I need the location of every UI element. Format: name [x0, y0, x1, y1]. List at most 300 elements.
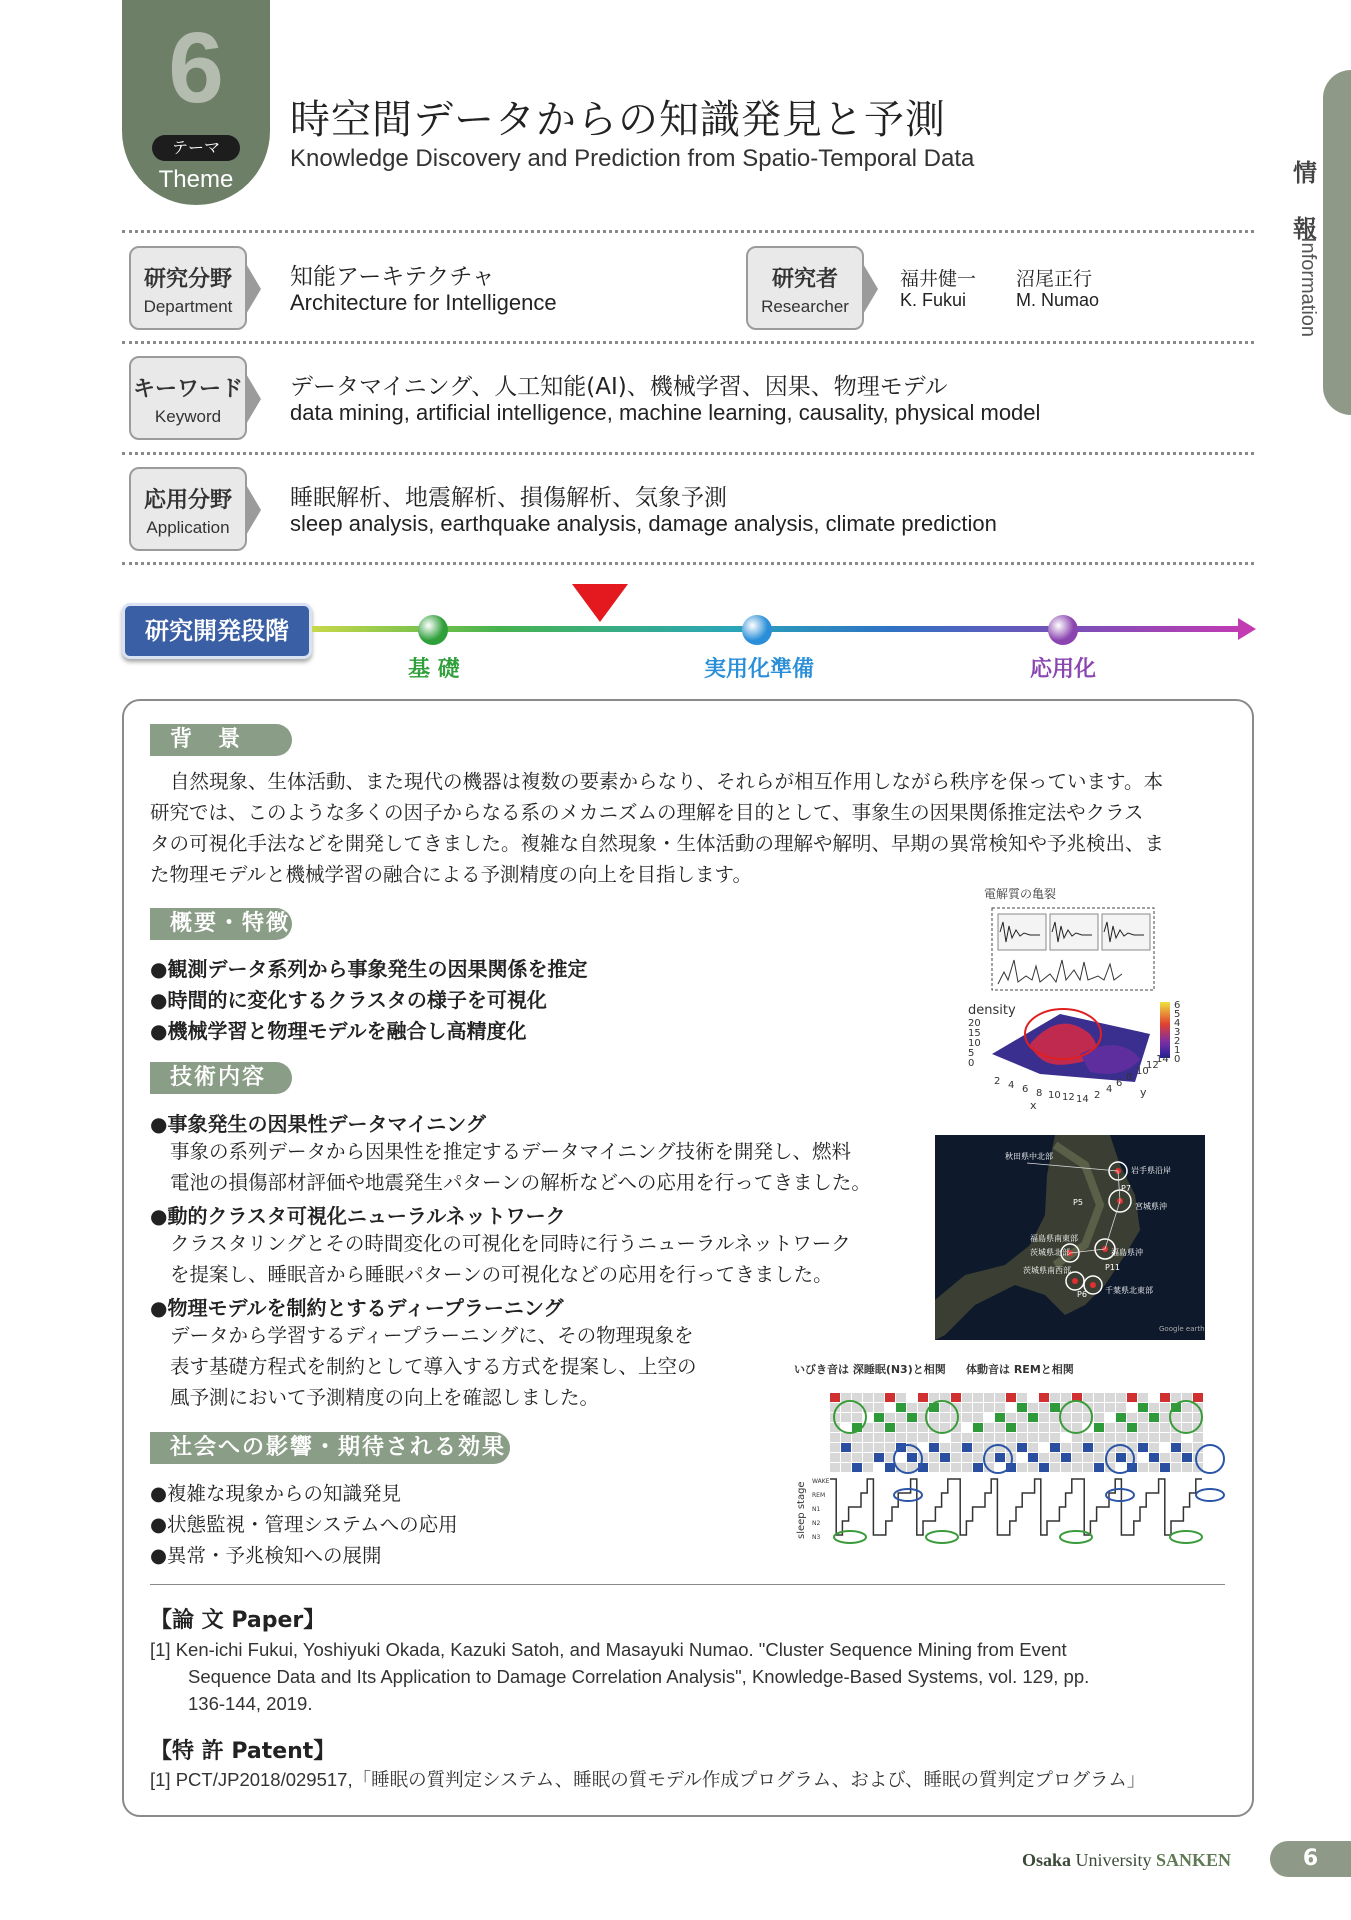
map-label: 茨城県北部 [1030, 1248, 1070, 1257]
keyword-label-en: Keyword [154, 407, 222, 426]
page-subtitle: Knowledge Discovery and Prediction from Spatio-Temporal Data [290, 145, 975, 172]
fig1-ztick: 15 [968, 1028, 981, 1039]
svg-text:6: 6 [1174, 1000, 1181, 1011]
grid-cell [1171, 1413, 1181, 1422]
map-label: P6 [1077, 1290, 1087, 1299]
grid-cell [1050, 1463, 1060, 1472]
grid-cell [973, 1463, 983, 1472]
department-label-jp: 研究分野 [143, 267, 232, 292]
application-label-jp: 応用分野 [143, 488, 232, 513]
grid-cell [1182, 1423, 1192, 1432]
grid-cell [1127, 1433, 1137, 1442]
grid-cell [1094, 1423, 1104, 1432]
grid-cell [885, 1423, 895, 1432]
grid-cell [918, 1433, 928, 1442]
grid-cell [1116, 1413, 1126, 1422]
grid-cell [1050, 1403, 1060, 1412]
technology-item-title: ●事象発生の因果性データマイニング [150, 1112, 486, 1136]
svg-text:N2: N2 [812, 1520, 821, 1527]
grid-cell [973, 1393, 983, 1402]
keyword-label-jp: キーワード [132, 377, 243, 402]
technology-item-text: クラスタリングとその時間変化の可視化を同時に行うニューラルネットワーク を提案し、睡眠音から睡眠パターンの可視化などの応用を行ってきました。 [170, 1232, 851, 1286]
grid-cell [1028, 1403, 1038, 1412]
density-figure [960, 884, 1205, 1112]
fig1-ylabel: y [1140, 1086, 1147, 1099]
grid-cell [1072, 1443, 1082, 1452]
svg-text:N3: N3 [812, 1534, 821, 1541]
theme-label-en: Theme [158, 166, 234, 193]
background-text [150, 766, 1225, 890]
overview-heading: 概要・特徴 [150, 908, 292, 940]
grid-cell [1171, 1443, 1181, 1452]
svg-text:2: 2 [1174, 1036, 1181, 1047]
grid-cell [907, 1433, 917, 1442]
grid-cell [962, 1453, 972, 1462]
grid-cell [863, 1413, 873, 1422]
grid-cell [1083, 1393, 1093, 1402]
grid-cell [907, 1423, 917, 1432]
grid-cell [852, 1433, 862, 1442]
svg-text:8: 8 [1126, 1072, 1133, 1083]
svg-text:10: 10 [1136, 1066, 1149, 1077]
grid-cell [852, 1453, 862, 1462]
grid-cell [995, 1423, 1005, 1432]
grid-cell [1138, 1413, 1148, 1422]
grid-cell [1083, 1463, 1093, 1472]
grid-cell [896, 1413, 906, 1422]
application-label [129, 467, 247, 551]
fig1-xlabel: x [1030, 1099, 1037, 1112]
grid-cell [830, 1433, 840, 1442]
grid-cell [1105, 1393, 1115, 1402]
page-number: 6 [1270, 1841, 1351, 1877]
grid-cell [1149, 1453, 1159, 1462]
grid-cell [1028, 1423, 1038, 1432]
grid-cell [1127, 1393, 1137, 1402]
svg-text:14: 14 [1156, 1054, 1169, 1065]
grid-cell [1149, 1403, 1159, 1412]
grid-cell [1105, 1413, 1115, 1422]
grid-cell [1006, 1393, 1016, 1402]
grid-cell [1116, 1403, 1126, 1412]
fig1-spectrum [998, 960, 1122, 984]
grid-cell [885, 1413, 895, 1422]
grid-cell [874, 1423, 884, 1432]
page-title: 時空間データからの知識発見と予測 [290, 97, 946, 143]
researcher-name-jp: 沼尾正行 [1016, 268, 1093, 290]
grid-cell [1039, 1423, 1049, 1432]
svg-text:12: 12 [1062, 1092, 1075, 1103]
grid-cell [1127, 1453, 1137, 1462]
grid-cell [896, 1423, 906, 1432]
svg-text:4: 4 [1174, 1018, 1181, 1029]
divider [122, 452, 1254, 455]
grid-cell [1094, 1453, 1104, 1462]
grid-cell [1182, 1433, 1192, 1442]
grid-cell [1116, 1433, 1126, 1442]
grid-cell [929, 1463, 939, 1472]
grid-cell [995, 1393, 1005, 1402]
grid-cell [1160, 1393, 1170, 1402]
grid-cell [951, 1393, 961, 1402]
grid-cell [984, 1423, 994, 1432]
grid-cell [1160, 1403, 1170, 1412]
grid-cell [1138, 1423, 1148, 1432]
svg-text:6: 6 [1116, 1078, 1123, 1089]
grid-cell [1094, 1393, 1104, 1402]
grid-cell [951, 1433, 961, 1442]
researcher-name-jp: 福井健一 [900, 268, 977, 290]
grid-cell [1050, 1443, 1060, 1452]
grid-cell [830, 1443, 840, 1452]
grid-cell [830, 1453, 840, 1462]
grid-cell [1116, 1393, 1126, 1402]
stage-label: 研究開発段階 [122, 603, 312, 659]
grid-cell [1149, 1423, 1159, 1432]
grid-cell [863, 1443, 873, 1452]
grid-cell [1050, 1393, 1060, 1402]
grid-cell [841, 1403, 851, 1412]
svg-text:REM: REM [812, 1492, 826, 1499]
grid-cell [940, 1413, 950, 1422]
grid-cell [929, 1453, 939, 1462]
sleep-stage-figure [790, 1361, 1230, 1561]
svg-text:5: 5 [1174, 1009, 1181, 1020]
grid-cell [1039, 1413, 1049, 1422]
divider [122, 230, 1254, 233]
grid-cell [1149, 1443, 1159, 1452]
grid-cell [896, 1433, 906, 1442]
grid-cell [918, 1423, 928, 1432]
grid-cell [1138, 1433, 1148, 1442]
grid-cell [1050, 1413, 1060, 1422]
grid-cell [951, 1443, 961, 1452]
fig1-xticks [994, 1076, 1089, 1105]
grid-cell [929, 1443, 939, 1452]
grid-cell [1171, 1453, 1181, 1462]
grid-cell [863, 1453, 873, 1462]
grid-cell [951, 1453, 961, 1462]
grid-cell [1061, 1463, 1071, 1472]
fig1-signal [1102, 914, 1150, 950]
grid-cell [1094, 1413, 1104, 1422]
grid-cell [1094, 1443, 1104, 1452]
grid-cell [995, 1453, 1005, 1462]
svg-text:12: 12 [1146, 1060, 1159, 1071]
paper-heading: 【論 文 Paper】 [150, 1608, 326, 1633]
fig1-signal [998, 914, 1046, 950]
map-label: P7 [1121, 1184, 1131, 1193]
svg-text:10: 10 [1048, 1090, 1061, 1101]
side-tab-en: Information [1297, 237, 1319, 338]
grid-cell [1094, 1433, 1104, 1442]
divider [122, 562, 1254, 565]
grid-cell [1149, 1413, 1159, 1422]
grid-cell [962, 1433, 972, 1442]
grid-cell [973, 1413, 983, 1422]
grid-cell [1094, 1463, 1104, 1472]
grid-cell [1138, 1443, 1148, 1452]
map-label: 千葉県北東部 [1105, 1286, 1153, 1295]
fig3-label-left: いびき音は 深睡眠(N3)と相関 [794, 1363, 946, 1376]
map-label: 茨城県南西部 [1023, 1266, 1071, 1275]
grid-cell [962, 1443, 972, 1452]
grid-cell [940, 1403, 950, 1412]
grid-cell [1160, 1413, 1170, 1422]
grid-cell [852, 1413, 862, 1422]
grid-cell [1017, 1403, 1027, 1412]
grid-cell [962, 1403, 972, 1412]
grid-cell [1182, 1453, 1192, 1462]
stage-arrow-icon [1238, 618, 1256, 640]
grid-cell [874, 1393, 884, 1402]
svg-text:4: 4 [1106, 1084, 1113, 1095]
grid-cell [1160, 1463, 1170, 1472]
fig1-ztick: 0 [968, 1058, 975, 1069]
fig3-ylabel: sleep stage [796, 1481, 807, 1539]
grid-cell [1116, 1453, 1126, 1462]
grid-cell [863, 1393, 873, 1402]
grid-cell [973, 1423, 983, 1432]
grid-cell [1050, 1423, 1060, 1432]
application-label-en: Application [146, 518, 230, 537]
map-label: 宮城県沖 [1135, 1202, 1167, 1211]
grid-cell [1072, 1403, 1082, 1412]
researcher-label [746, 246, 864, 330]
grid-cell [863, 1433, 873, 1442]
grid-cell [874, 1453, 884, 1462]
grid-cell [907, 1393, 917, 1402]
impact-item: ●状態監視・管理システムへの応用 [150, 1513, 458, 1536]
grid-cell [1039, 1443, 1049, 1452]
grid-cell [1182, 1413, 1192, 1422]
grid-cell [1039, 1403, 1049, 1412]
grid-cell [1116, 1423, 1126, 1432]
grid-cell [830, 1463, 840, 1472]
svg-text:1: 1 [1174, 1045, 1181, 1056]
researcher-label-en: Researcher [761, 297, 849, 316]
grid-cell [1039, 1433, 1049, 1442]
grid-cell [951, 1463, 961, 1472]
grid-cell [874, 1403, 884, 1412]
grid-cell [1138, 1453, 1148, 1462]
grid-cell [907, 1453, 917, 1462]
stage-dot-practical [742, 615, 772, 645]
grid-cell [1138, 1463, 1148, 1472]
background-heading: 背 景 [150, 724, 292, 756]
grid-cell [995, 1403, 1005, 1412]
fig3-stage-labels [812, 1478, 830, 1541]
grid-cell [1083, 1453, 1093, 1462]
grid-cell [984, 1403, 994, 1412]
grid-cell [995, 1413, 1005, 1422]
background-line: タの可視化手法などを開発してきました。複雑な自然現象・生体活動の理解や解明、早期の異常検知や予兆検出、ま [150, 832, 1165, 855]
stage-dot-basic [418, 615, 448, 645]
grid-cell [1039, 1393, 1049, 1402]
grid-cell [874, 1443, 884, 1452]
grid-cell [940, 1433, 950, 1442]
grid-cell [885, 1463, 895, 1472]
stage-bar [312, 626, 1242, 632]
grid-cell [1017, 1433, 1027, 1442]
grid-cell [962, 1463, 972, 1472]
grid-cell [1072, 1433, 1082, 1442]
patent-reference: [1] PCT/JP2018/029517,「睡眠の質判定システム、睡眠の質モデル作成プログラム、および、睡眠の質判定プログラム」 [150, 1769, 1146, 1790]
grid-cell [1105, 1403, 1115, 1412]
overview-item: ●時間的に変化するクラスタの様子を可視化 [150, 988, 547, 1012]
grid-cell [1105, 1423, 1115, 1432]
side-tab [1323, 70, 1351, 415]
earthquake-map [935, 1135, 1205, 1340]
impact-item: ●異常・予兆検知への展開 [150, 1544, 382, 1567]
grid-cell [1138, 1403, 1148, 1412]
footer-institution: Osaka University SANKEN [1022, 1850, 1232, 1870]
map-label: P11 [1105, 1263, 1121, 1272]
svg-text:2: 2 [994, 1076, 1001, 1087]
map-label: 岩手県沿岸 [1131, 1166, 1171, 1175]
grid-cell [1160, 1443, 1170, 1452]
grid-cell [1050, 1433, 1060, 1442]
grid-cell [929, 1413, 939, 1422]
technology-item-title: ●動的クラスタ可視化ニューラルネットワーク [150, 1204, 566, 1228]
technology-item-text: 事象の系列データから因果性を推定するデータマイニング技術を開発し、燃料 電池の損傷部材評価や地震発生パターンの解析などへの応用を行ってきました。 [170, 1140, 871, 1194]
svg-text:0: 0 [1174, 1054, 1181, 1065]
grid-cell [1028, 1453, 1038, 1462]
grid-cell [1171, 1433, 1181, 1442]
grid-cell [885, 1403, 895, 1412]
stage-dot-applied [1048, 615, 1078, 645]
grid-cell [1171, 1393, 1181, 1402]
svg-text:2: 2 [1094, 1090, 1101, 1101]
keyword-label [129, 356, 247, 440]
map-watermark: Google earth [1159, 1325, 1205, 1333]
grid-cell [1028, 1443, 1038, 1452]
divider [122, 341, 1254, 344]
grid-cell [896, 1453, 906, 1462]
grid-cell [1028, 1433, 1038, 1442]
grid-cell [907, 1413, 917, 1422]
grid-cell [841, 1433, 851, 1442]
grid-cell [1061, 1393, 1071, 1402]
svg-text:WAKE: WAKE [812, 1478, 830, 1485]
grid-cell [1017, 1453, 1027, 1462]
stage-step-basic: 基 礎 [408, 657, 460, 682]
grid-cell [874, 1413, 884, 1422]
map-label: 福島県南東部 [1030, 1234, 1078, 1243]
theme-number: 6 [168, 12, 224, 124]
grid-cell [1050, 1453, 1060, 1462]
grid-cell [1072, 1463, 1082, 1472]
grid-cell [1138, 1393, 1148, 1402]
department-value-jp: 知能アーキテクチャ [290, 264, 495, 290]
researcher-name-en: M. Numao [1016, 290, 1100, 310]
grid-cell [962, 1413, 972, 1422]
grid-cell [1006, 1423, 1016, 1432]
fig3-grid [830, 1393, 1203, 1472]
grid-cell [896, 1403, 906, 1412]
theme-badge [122, 0, 270, 205]
grid-cell [995, 1433, 1005, 1442]
fig1-zticks [968, 1018, 981, 1069]
fig1-ztick: 5 [968, 1048, 975, 1059]
svg-text:N1: N1 [812, 1506, 821, 1513]
side-tab-char: 情 [1293, 159, 1317, 187]
grid-cell [1182, 1403, 1192, 1412]
grid-cell [1160, 1433, 1170, 1442]
fig1-colorbar-ticks [1174, 1000, 1180, 1065]
grid-cell [973, 1453, 983, 1462]
grid-cell [1083, 1433, 1093, 1442]
patent-heading: 【特 許 Patent】 [150, 1739, 336, 1764]
grid-cell [1039, 1463, 1049, 1472]
svg-text:3: 3 [1174, 1027, 1181, 1038]
background-line: た物理モデルと機械学習の融合による予測精度の向上を目指します。 [150, 863, 752, 886]
grid-cell [885, 1443, 895, 1452]
grid-cell [973, 1433, 983, 1442]
svg-text:4: 4 [1008, 1080, 1015, 1091]
grid-cell [1116, 1463, 1126, 1472]
grid-cell [1017, 1413, 1027, 1422]
grid-cell [973, 1443, 983, 1452]
grid-cell [1149, 1463, 1159, 1472]
map-label: 秋田県中北部 [1005, 1152, 1053, 1161]
grid-cell [1149, 1393, 1159, 1402]
grid-cell [1160, 1453, 1170, 1462]
researcher-label-jp: 研究者 [771, 267, 838, 292]
grid-cell [940, 1463, 950, 1472]
fig1-signal [1050, 914, 1098, 950]
grid-cell [1061, 1453, 1071, 1462]
grid-cell [1006, 1433, 1016, 1442]
technology-heading: 技術内容 [150, 1062, 292, 1094]
application-value-en: sleep analysis, earthquake analysis, damage analysis, climate prediction [290, 511, 997, 536]
grid-cell [1061, 1443, 1071, 1452]
grid-cell [995, 1463, 1005, 1472]
grid-cell [1006, 1413, 1016, 1422]
grid-cell [1127, 1413, 1137, 1422]
grid-cell [841, 1453, 851, 1462]
grid-cell [1127, 1403, 1137, 1412]
grid-cell [863, 1463, 873, 1472]
grid-cell [1072, 1423, 1082, 1432]
grid-cell [852, 1463, 862, 1472]
grid-cell [841, 1413, 851, 1422]
grid-cell [1017, 1463, 1027, 1472]
grid-cell [841, 1463, 851, 1472]
fig1-ztick: 10 [968, 1038, 981, 1049]
grid-cell [885, 1393, 895, 1402]
grid-cell [962, 1393, 972, 1402]
grid-cell [1182, 1443, 1192, 1452]
grid-cell [1182, 1463, 1192, 1472]
impact-heading: 社会への影響・期待される効果 [150, 1432, 510, 1464]
fig3-hypnogram [830, 1479, 1202, 1535]
grid-cell [874, 1433, 884, 1442]
grid-cell [940, 1453, 950, 1462]
map-label: 福島県沖 [1111, 1248, 1143, 1257]
grid-cell [1072, 1413, 1082, 1422]
grid-cell [918, 1453, 928, 1462]
svg-text:14: 14 [1076, 1094, 1089, 1105]
grid-cell [841, 1443, 851, 1452]
paper-reference: [1] Ken-ichi Fukui, Yoshiyuki Okada, Kazuki Satoh, and Masayuki Numao. "Cluster Sequence Mining from Event Sequence Data and Its Application to Damage Correlation Analysis", Knowledge-Based Systems, vol. 129, pp. 136-144, 2019. [150, 1639, 1090, 1714]
theme-label-jp: テーマ [152, 135, 240, 161]
grid-cell [830, 1393, 840, 1402]
svg-text:8: 8 [1036, 1088, 1043, 1099]
grid-cell [1017, 1423, 1027, 1432]
grid-cell [918, 1393, 928, 1402]
grid-cell [1017, 1393, 1027, 1402]
